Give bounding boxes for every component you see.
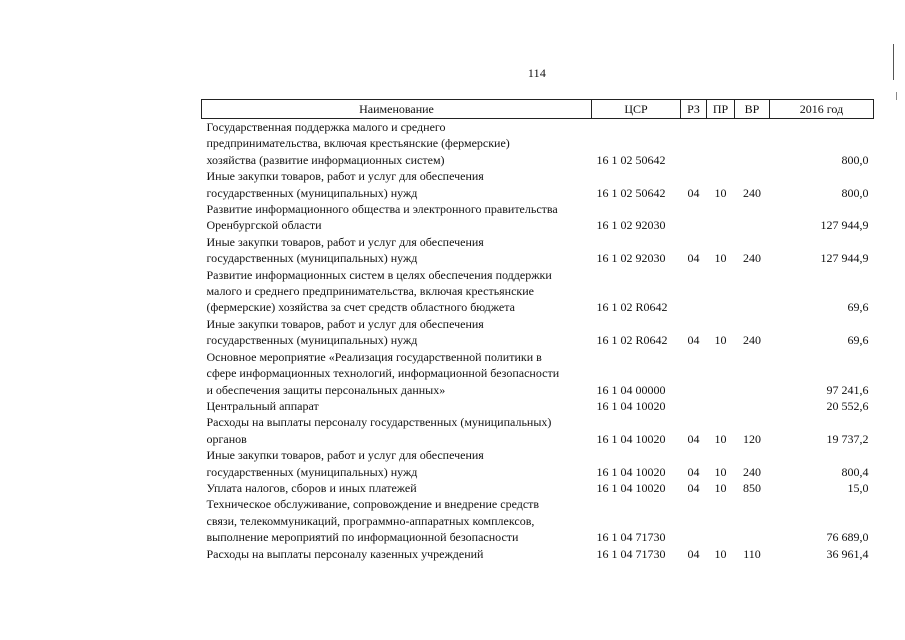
row-pr [707, 201, 735, 234]
row-rz [681, 496, 707, 545]
table-row [202, 267, 874, 316]
row-csr: 16 1 04 10020 [596, 431, 666, 446]
row-amount: 69,6 [847, 300, 869, 315]
row-amount: 20 552,6 [826, 398, 869, 413]
row-vr [735, 349, 770, 398]
row-pr [707, 349, 735, 398]
table-header-row [202, 100, 874, 119]
row-name [202, 316, 592, 349]
header-name: Наименование [202, 100, 592, 119]
row-vr: 850 [743, 480, 761, 495]
table-row [202, 414, 874, 447]
scan-edge-mark-small [896, 92, 897, 100]
row-name-line: Иные закупки товаров, работ и услуг для обеспечения [206, 169, 484, 184]
row-name [202, 267, 592, 316]
row-amount: 69,6 [847, 333, 869, 348]
table-body [202, 119, 874, 562]
row-amount: 127 944,9 [820, 251, 869, 266]
row-csr: 16 1 02 92030 [596, 251, 666, 266]
row-name-line: Расходы на выплаты персоналу казенных учреждений [206, 546, 484, 561]
row-amount: 15,0 [847, 480, 869, 495]
row-rz: 04 [687, 251, 700, 266]
row-name [202, 234, 592, 267]
row-rz: 04 [687, 333, 700, 348]
row-csr: 16 1 04 71730 [596, 530, 666, 545]
row-vr [735, 496, 770, 545]
row-name-line: Развитие информационных систем в целях обеспечения поддержки [206, 267, 552, 282]
row-name [202, 480, 592, 496]
row-vr: 120 [743, 431, 761, 446]
row-name [202, 414, 592, 447]
row-csr: 16 1 02 R0642 [596, 333, 668, 348]
header-rz: РЗ [681, 100, 707, 119]
row-name-line: Центральный аппарат [206, 398, 319, 413]
row-pr: 10 [714, 480, 727, 495]
row-vr: 110 [743, 546, 761, 561]
row-csr: 16 1 04 10020 [596, 398, 666, 413]
row-csr: 16 1 04 10020 [596, 464, 666, 479]
row-vr [735, 398, 770, 414]
row-csr: 16 1 02 50642 [596, 152, 666, 167]
row-pr [707, 496, 735, 545]
table-row [202, 119, 874, 169]
row-name-line: Иные закупки товаров, работ и услуг для обеспечения [206, 448, 484, 463]
row-name [202, 168, 592, 201]
row-rz [681, 398, 707, 414]
row-name-line: предпринимательства, включая крестьянские (фермерские) [206, 136, 510, 151]
row-csr: 16 1 04 00000 [596, 382, 666, 397]
table-row [202, 234, 874, 267]
row-name-line: (фермерские) хозяйства за счет средств областного бюджета [206, 300, 515, 315]
row-csr: 16 1 04 71730 [596, 546, 666, 561]
row-name [202, 349, 592, 398]
row-pr: 10 [714, 333, 727, 348]
table-row [202, 168, 874, 201]
row-amount: 800,4 [841, 464, 869, 479]
row-name-line: Государственная поддержка малого и среднего [206, 120, 446, 134]
table-row [202, 546, 874, 562]
row-pr: 10 [714, 546, 727, 561]
header-vr: ВР [735, 100, 770, 119]
row-name-line: связи, телекоммуникаций, программно-аппаратных комплексов, [206, 513, 535, 528]
row-rz: 04 [687, 464, 700, 479]
table-row [202, 496, 874, 545]
row-name [202, 447, 592, 480]
scan-edge-mark [893, 44, 894, 80]
row-rz [681, 119, 707, 169]
row-csr: 16 1 02 50642 [596, 185, 666, 200]
row-name-line: государственных (муниципальных) нужд [206, 251, 418, 266]
row-amount: 36 961,4 [826, 546, 869, 561]
row-name [202, 398, 592, 414]
row-name-line: и обеспечения защиты персональных данных» [206, 382, 446, 397]
row-name-line: Оренбургской области [206, 218, 322, 233]
row-name-line: выполнение мероприятий по информационной безопасности [206, 530, 519, 545]
row-name-line: сфере информационных технологий, информационной безопасности [206, 366, 560, 381]
table-row [202, 447, 874, 480]
row-name-line: хозяйства (развитие информационных систем) [206, 152, 445, 167]
row-rz: 04 [687, 185, 700, 200]
row-name-line: государственных (муниципальных) нужд [206, 464, 418, 479]
row-rz: 04 [687, 431, 700, 446]
row-csr: 16 1 02 92030 [596, 218, 666, 233]
budget-table [201, 99, 874, 562]
row-amount: 800,0 [841, 185, 869, 200]
row-csr: 16 1 02 R0642 [596, 300, 668, 315]
row-name-line: малого и среднего предпринимательства, включая крестьянские [206, 284, 535, 299]
row-name-line: Техническое обслуживание, сопровождение и внедрение средств [206, 497, 540, 512]
row-rz [681, 349, 707, 398]
row-name-line: Иные закупки товаров, работ и услуг для обеспечения [206, 234, 484, 249]
row-name-line: государственных (муниципальных) нужд [206, 333, 418, 348]
row-pr: 10 [714, 431, 727, 446]
row-pr: 10 [714, 464, 727, 479]
row-rz [681, 267, 707, 316]
row-vr [735, 267, 770, 316]
row-vr [735, 119, 770, 169]
row-name-line: Иные закупки товаров, работ и услуг для обеспечения [206, 316, 484, 331]
row-name-line: Развитие информационного общества и электронного правительства [206, 202, 558, 217]
row-csr: 16 1 04 10020 [596, 480, 666, 495]
row-amount: 800,0 [841, 152, 869, 167]
row-name [202, 546, 592, 562]
table-row [202, 398, 874, 414]
header-csr: ЦСР [592, 100, 681, 119]
row-vr [735, 201, 770, 234]
row-vr: 240 [743, 333, 761, 348]
row-amount: 127 944,9 [820, 218, 869, 233]
row-name [202, 119, 592, 169]
header-year: 2016 год [770, 100, 874, 119]
row-pr [707, 398, 735, 414]
row-name [202, 496, 592, 545]
row-name-line: органов [206, 431, 247, 446]
row-name-line: государственных (муниципальных) нужд [206, 185, 418, 200]
row-pr [707, 119, 735, 169]
page-number: 114 [527, 66, 547, 80]
row-pr: 10 [714, 251, 727, 266]
table-row [202, 201, 874, 234]
header-pr: ПР [707, 100, 735, 119]
row-rz [681, 201, 707, 234]
row-name-line: Расходы на выплаты персоналу государственных (муниципальных) [206, 415, 552, 430]
table-row [202, 316, 874, 349]
row-rz: 04 [687, 480, 700, 495]
row-amount: 76 689,0 [826, 530, 869, 545]
row-name-line: Основное мероприятие «Реализация государственной политики в [206, 349, 542, 364]
row-vr: 240 [743, 464, 761, 479]
row-name [202, 201, 592, 234]
row-rz: 04 [687, 546, 700, 561]
row-name-line: Уплата налогов, сборов и иных платежей [206, 480, 417, 495]
row-pr [707, 267, 735, 316]
table-row [202, 480, 874, 496]
row-pr: 10 [714, 185, 727, 200]
table-row [202, 349, 874, 398]
row-vr: 240 [743, 185, 761, 200]
row-amount: 19 737,2 [826, 431, 869, 446]
row-amount: 97 241,6 [826, 382, 869, 397]
row-vr: 240 [743, 251, 761, 266]
